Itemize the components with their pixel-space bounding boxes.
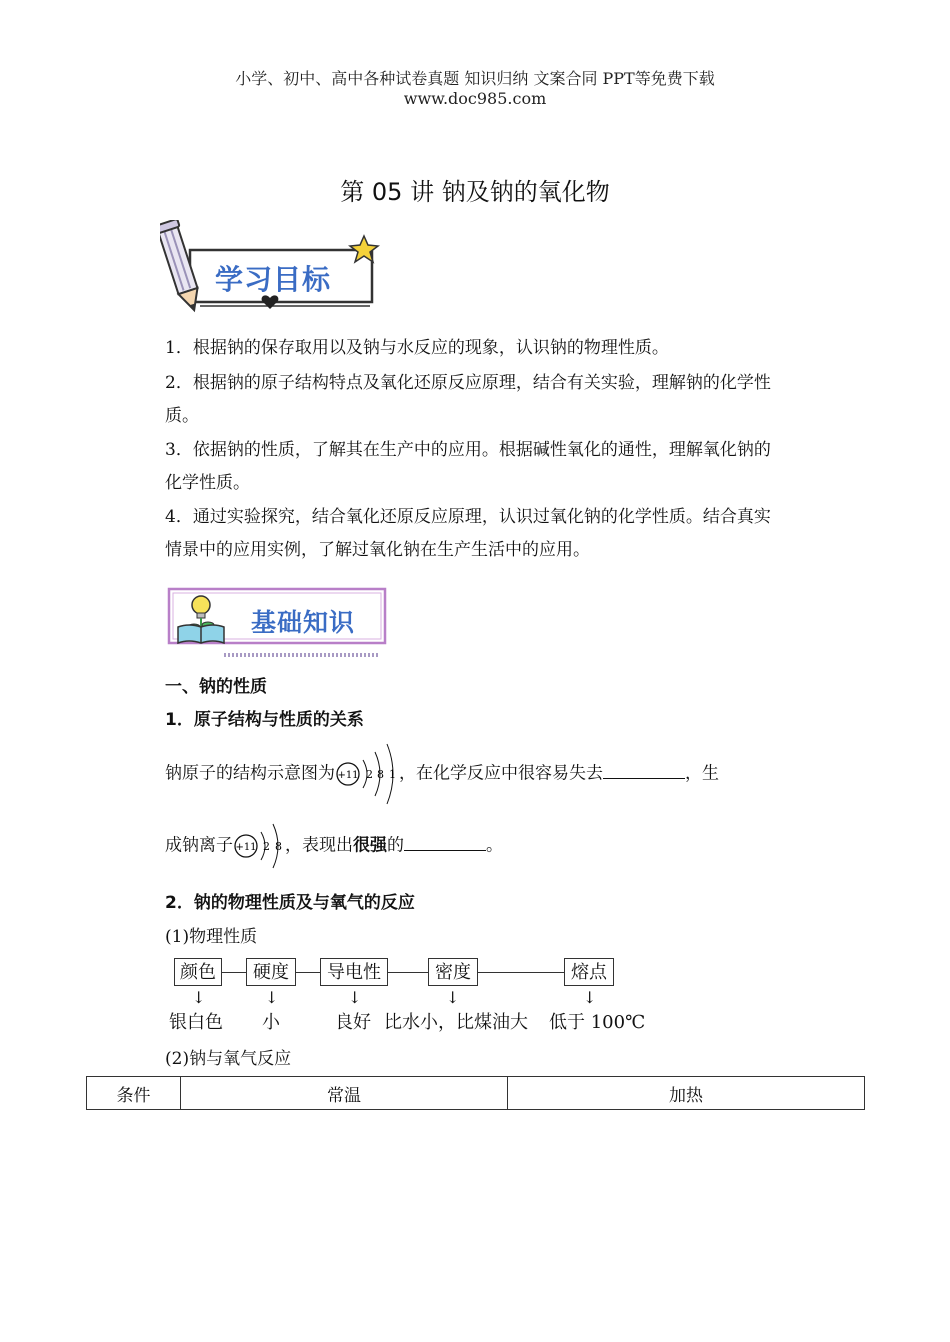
atom-nucleus: +11 — [337, 770, 359, 781]
table-header-cell: 常温 — [181, 1077, 508, 1110]
atom-shell-1: 2 — [366, 768, 373, 781]
sodium-atom-diagram — [335, 742, 399, 806]
property-value: 银白色 — [169, 1012, 223, 1033]
atom-structure-line-1 — [165, 742, 719, 806]
text-fragment: 。 — [486, 835, 503, 856]
fill-blank[interactable] — [404, 834, 486, 851]
property-value: 良好 — [335, 1012, 371, 1033]
book-lightbulb-icon — [175, 591, 227, 647]
table-header-cell: 条件 — [87, 1077, 181, 1110]
atom-shell-2: 8 — [377, 768, 384, 781]
text-fragment: ，在化学反应中很容易失去 — [399, 763, 603, 784]
fill-blank[interactable] — [603, 762, 685, 779]
property-name-box: 颜色 — [174, 958, 222, 986]
connector-line — [296, 972, 320, 973]
property-name-box: 硬度 — [246, 958, 296, 986]
site-header-line: 小学、初中、高中各种试卷真题 知识归纳 文案合同 PPT等免费下载 — [235, 69, 715, 88]
subsection-heading: 1．原子结构与性质的关系 — [165, 710, 364, 730]
site-header-url[interactable]: www.doc985.com — [403, 89, 547, 108]
down-arrow-icon: ↓ — [446, 988, 460, 1007]
property-value: 比水小，比煤油大 — [384, 1012, 528, 1033]
goal-item: 2．根据钠的原子结构特点及氧化还原反应原理，结合有关实验，理解钠的化学性质。 — [165, 373, 771, 426]
ion-shell-2: 8 — [275, 840, 282, 853]
text-fragment: ，生 — [685, 763, 719, 784]
page-title: 第 05 讲 钠及钠的氧化物 — [340, 178, 610, 206]
text-fragment: 的 — [387, 835, 404, 856]
table-header-row — [87, 1077, 865, 1110]
property-name-box: 密度 — [428, 958, 478, 986]
property-value: 低于 100℃ — [549, 1012, 646, 1033]
section-heading: 一、钠的性质 — [165, 677, 267, 697]
part-label: (2)钠与氧气反应 — [165, 1049, 292, 1069]
connector-line — [222, 972, 246, 973]
bold-emphasis: 很强 — [353, 835, 387, 856]
connector-line — [388, 972, 428, 973]
sodium-ion-diagram — [233, 820, 285, 872]
basic-knowledge-banner — [165, 585, 393, 660]
property-name-box: 熔点 — [564, 958, 614, 986]
connector-line — [478, 972, 564, 973]
text-fragment: 成钠离子 — [165, 835, 233, 856]
text-fragment: 钠原子的结构示意图为 — [165, 763, 335, 784]
atom-shell-3: 1 — [389, 768, 396, 781]
learning-goals-label: 学习目标 — [215, 263, 332, 296]
down-arrow-icon: ↓ — [583, 988, 597, 1007]
goal-item: 3．依据钠的性质，了解其在生产中的应用。根据碱性氧化的通性，理解氧化钠的化学性质。 — [165, 440, 771, 493]
reaction-conditions-table — [86, 1076, 865, 1110]
table-header-cell: 加热 — [508, 1077, 865, 1110]
property-name-box: 导电性 — [320, 958, 388, 986]
learning-goals-banner — [160, 220, 385, 315]
text-fragment: ，表现出 — [285, 835, 353, 856]
basic-knowledge-label: 基础知识 — [251, 608, 356, 637]
down-arrow-icon: ↓ — [348, 988, 362, 1007]
goal-item: 1．根据钠的保存取用以及钠与水反应的现象，认识钠的物理性质。 — [165, 338, 669, 358]
goal-item: 4．通过实验探究，结合氧化还原反应原理，认识过氧化钠的化学性质。结合真实情景中的应用实例，了解过氧化钠在生产生活中的应用。 — [165, 507, 771, 560]
down-arrow-icon: ↓ — [192, 988, 206, 1007]
down-arrow-icon: ↓ — [265, 988, 279, 1007]
atom-structure-line-2 — [165, 820, 503, 872]
ion-nucleus: +11 — [235, 842, 257, 853]
subsection-heading: 2．钠的物理性质及与氧气的反应 — [165, 893, 415, 913]
ion-shell-1: 2 — [263, 840, 270, 853]
property-value: 小 — [262, 1012, 280, 1033]
part-label: (1)物理性质 — [165, 927, 258, 947]
